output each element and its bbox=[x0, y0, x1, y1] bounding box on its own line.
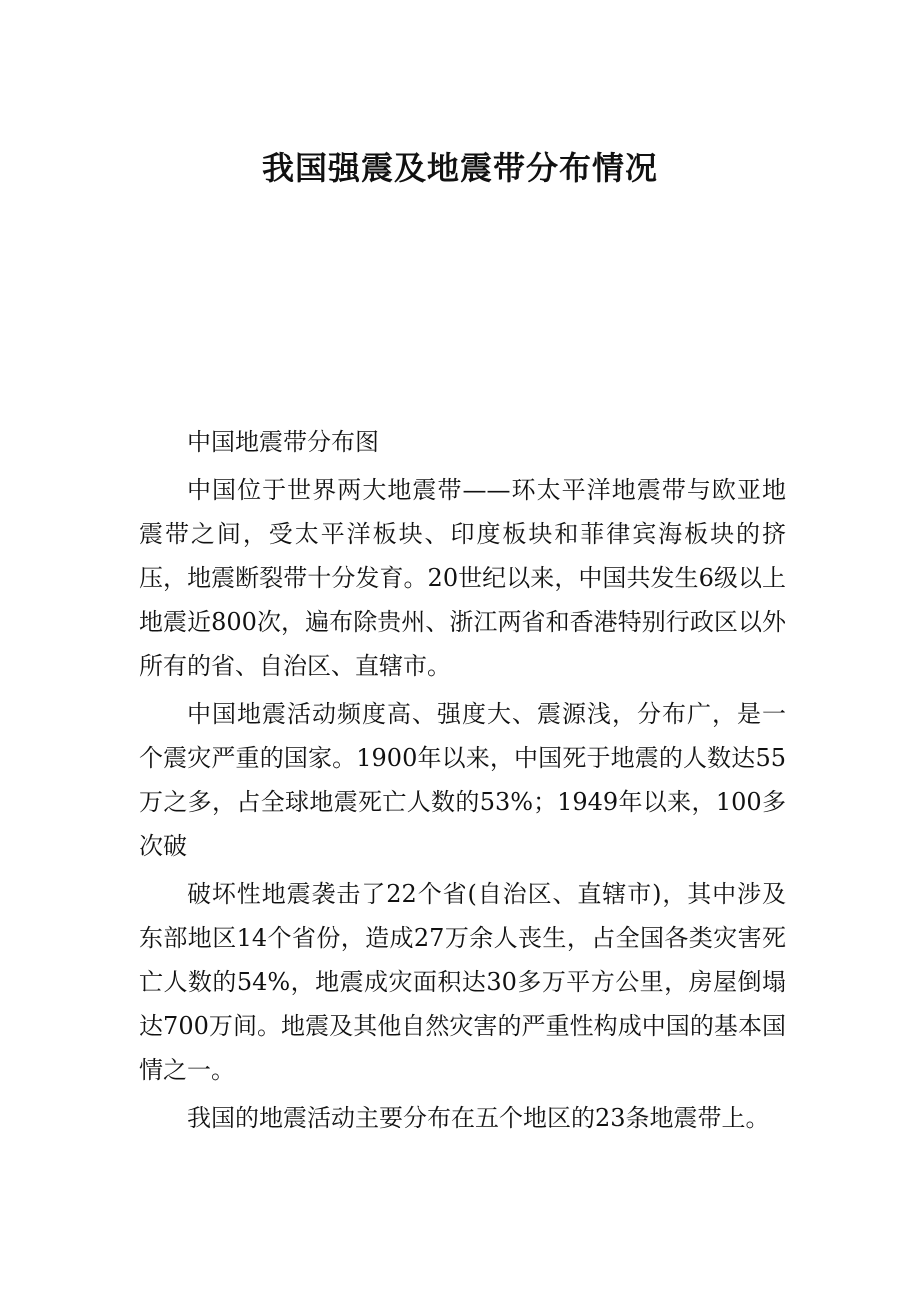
paragraph-location: 中国位于世界两大地震带——环太平洋地震带与欧亚地震带之间，受太平洋板块、印度板块和菲律宾海板块的挤压，地震断裂带十分发育。20世纪以来，中国共发生6级以上地震近800次，遍布除贵州、浙江两省和香港特别行政区以外所有的省、自治区、直辖市。 bbox=[139, 476, 786, 680]
document-body bbox=[139, 420, 786, 1144]
document-title: 我国强震及地震带分布情况 bbox=[261, 149, 658, 187]
paragraph-activity: 中国地震活动频度高、强度大、震源浅，分布广，是一个震灾严重的国家。1900年以来，中国死于地震的人数达55万之多，占全球地震死亡人数的53%；1949年以来，100多次破 bbox=[139, 700, 786, 860]
paragraph-distribution: 我国的地震活动主要分布在五个地区的23条地震带上。 bbox=[187, 1104, 770, 1132]
paragraph-damage: 破坏性地震袭击了22个省(自治区、直辖市)，其中涉及东部地区14个省份，造成27万余人丧生，占全国各类灾害死亡人数的54%，地震成灾面积达30多万平方公里，房屋倒塌达700万间。地震及其他自然灾害的严重性构成中国的基本国情之一。 bbox=[139, 880, 786, 1084]
paragraph-map-caption: 中国地震带分布图 bbox=[187, 428, 379, 456]
